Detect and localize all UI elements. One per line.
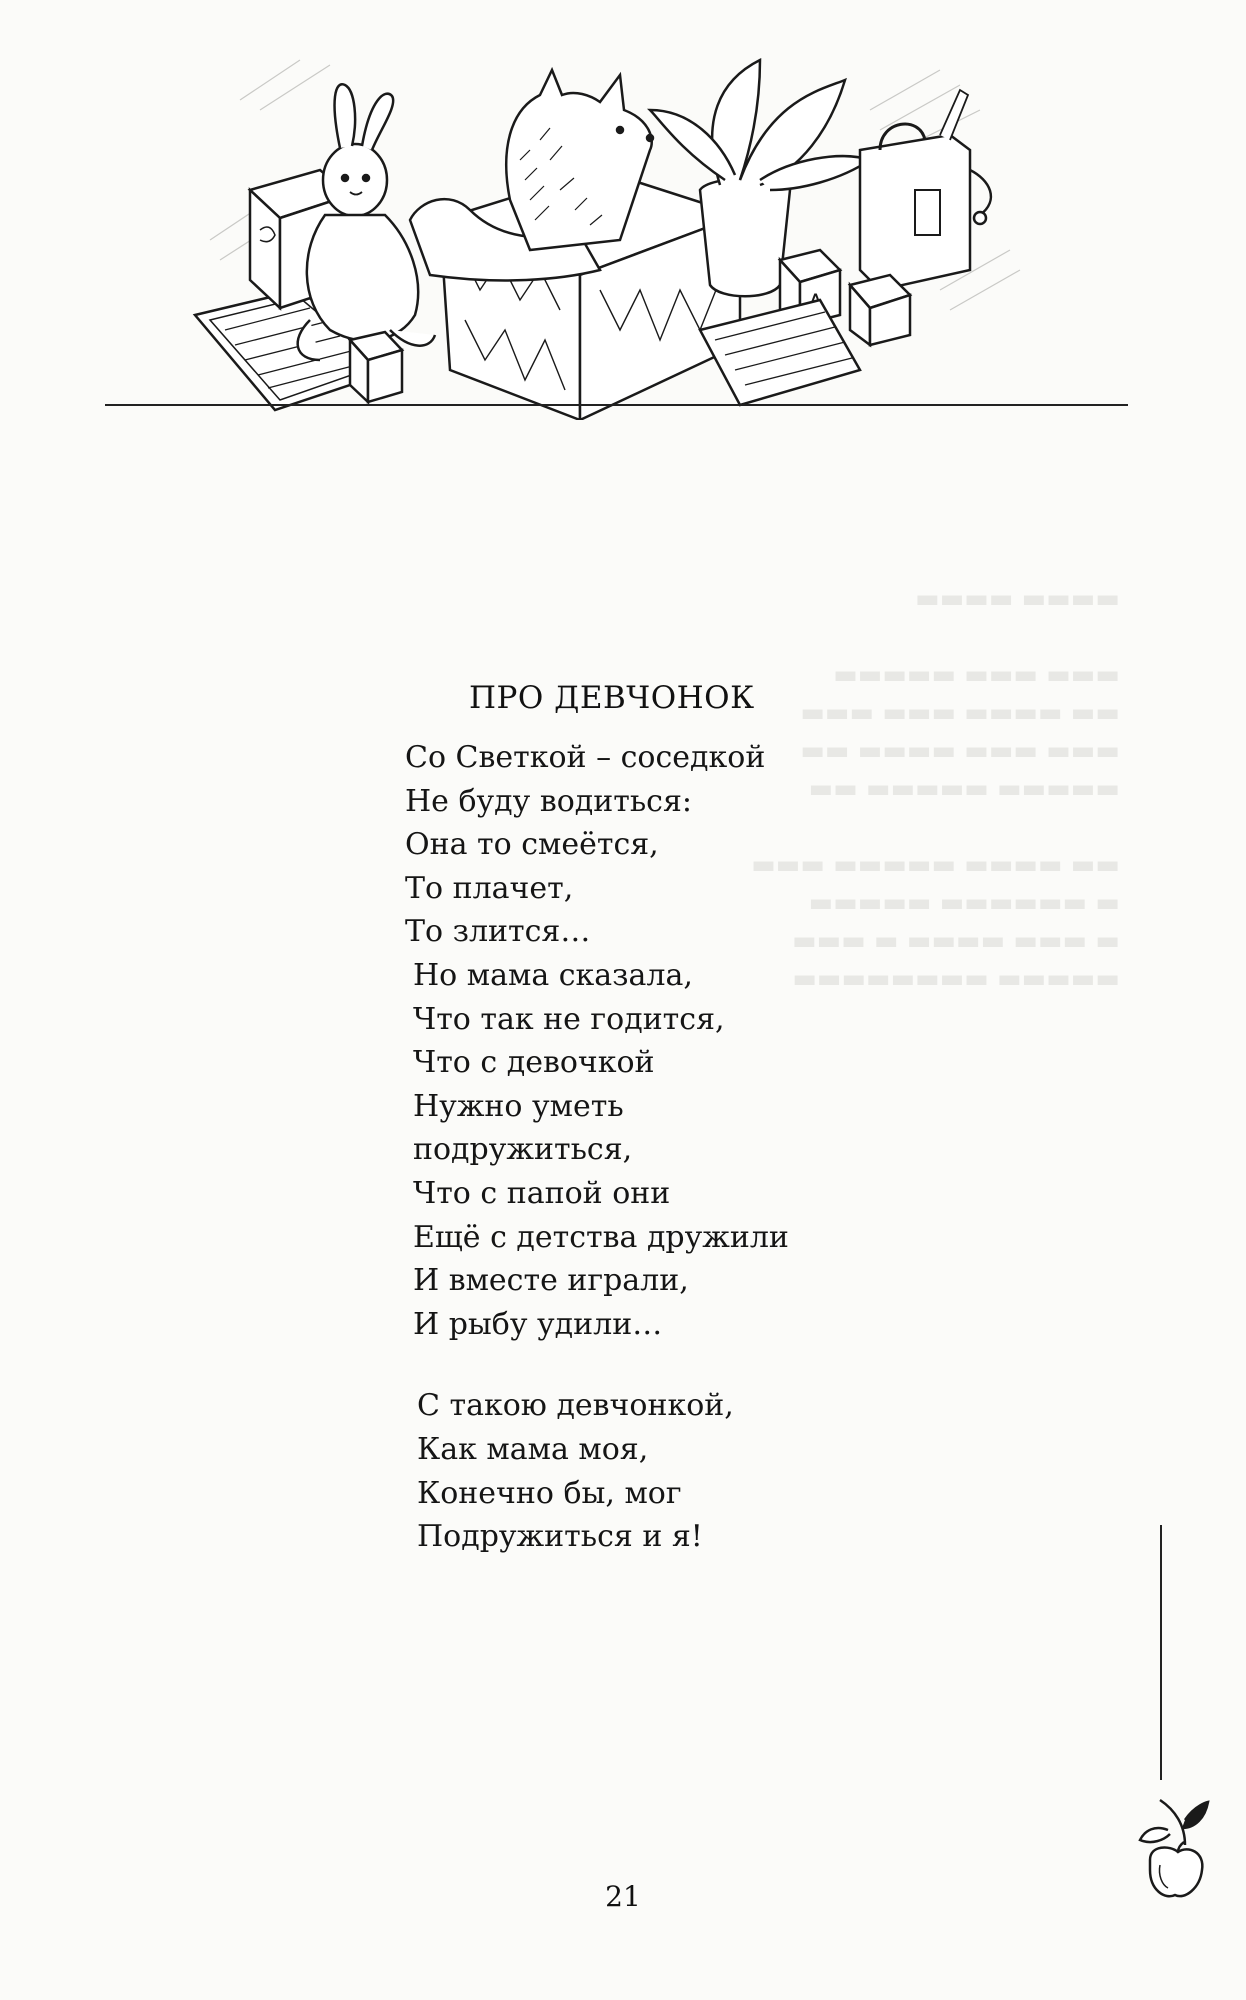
poem-line: Нужно уметь: [413, 1088, 624, 1124]
bleed-through-texture: ▬▬▬▬ ▬▬▬▬ ▬▬▬ ▬▬▬ ▬▬▬▬▬ ▬▬ ▬▬▬▬ ▬▬▬ ▬▬▬ ▬▬▬ ▬▬▬ ▬▬▬▬ ▬▬ ▬▬▬▬▬ ▬▬▬▬▬ ▬▬ ▬▬ ▬▬▬▬ ▬▬▬▬▬ ▬▬▬ ▬ ▬▬▬▬▬▬ ▬▬▬▬▬ ▬ ▬▬▬ ▬▬▬▬ ▬ ▬▬▬ ▬▬▬▬▬ ▬▬▬▬▬▬▬▬: [751, 584, 1120, 994]
poem-line: Что так не годится,: [413, 1001, 725, 1037]
poem-line: Конечно бы, мог: [417, 1475, 682, 1511]
poem-line: Но мама сказала,: [413, 957, 693, 993]
side-margin-rule: [1160, 1525, 1162, 1780]
toy-box-illustration: [180, 40, 1050, 420]
poem-line: То плачет,: [405, 870, 574, 906]
poem-line: Что с папой они: [413, 1175, 671, 1211]
poem-line: С такою девчонкой,: [417, 1388, 734, 1424]
poem-line: И вместе играли,: [413, 1263, 689, 1299]
poem-line: Как мама моя,: [417, 1431, 649, 1467]
poem-line: Не буду водиться:: [405, 783, 693, 819]
header-rule: [105, 404, 1128, 406]
poem-line: Ещё с детства дружили: [413, 1219, 789, 1255]
stanza-2: [417, 1384, 965, 1558]
poem-line: Подружиться и я!: [417, 1519, 703, 1555]
poem-line: Со Светкой – соседкой: [405, 740, 766, 775]
poem-line: Что с девочкой: [413, 1045, 655, 1081]
poem-line: Она то смеётся,: [405, 827, 659, 863]
poem-title: ПРО ДЕВЧОНОК: [469, 680, 755, 716]
page-number: 21: [605, 1880, 641, 1913]
poem-line: То злится…: [405, 914, 591, 950]
poem-line: подружиться,: [413, 1132, 633, 1168]
poem: [405, 680, 965, 1559]
poem-line: И рыбу удили…: [413, 1306, 663, 1342]
stanza-1: [405, 736, 965, 1346]
